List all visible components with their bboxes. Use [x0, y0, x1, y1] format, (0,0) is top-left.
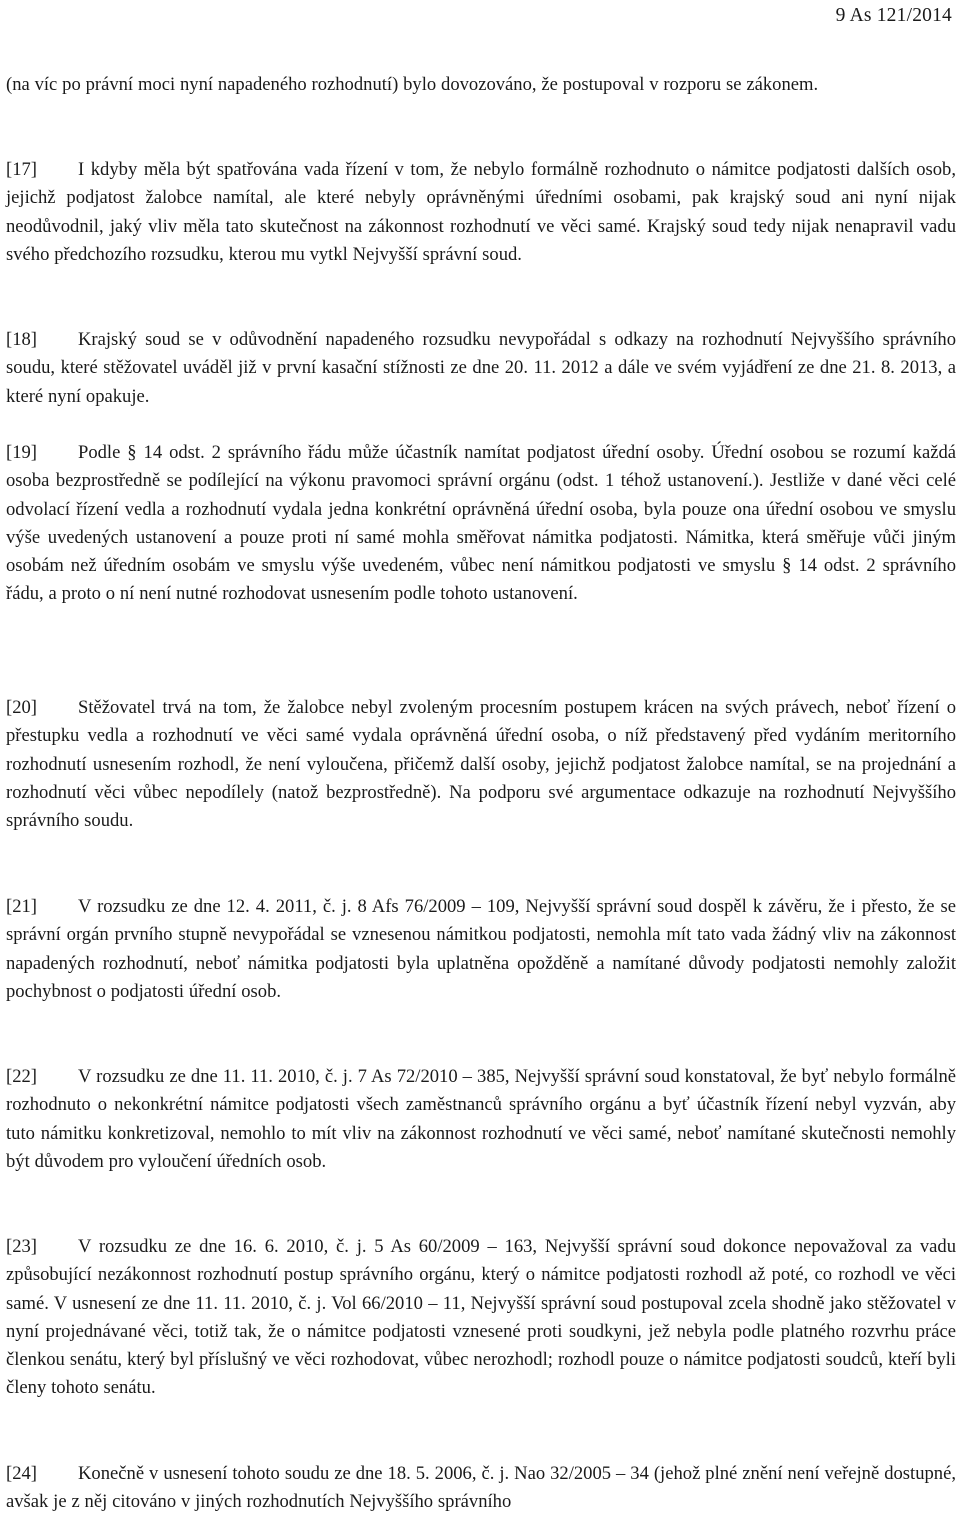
paragraph-text: (na víc po právní moci nyní napadeného rozhodnutí) bylo dovozováno, že postupoval v rozporu se zákonem.: [6, 74, 819, 95]
document-page: [6, 0, 956, 1520]
paragraph-number: [24]: [6, 1463, 37, 1484]
paragraph-19: [6, 439, 956, 609]
paragraph-text: Konečně v usnesení tohoto soudu ze dne 18. 5. 2006, č. j. Nao 32/2005 – 34 (jehož plné znění není veřejně dostupné, avšak je z něj citováno v jiných rozhodnutích Nejvyššího správního: [6, 1463, 956, 1513]
paragraph-text: Krajský soud se v odůvodnění napadeného rozsudku nevypořádal s odkazy na rozhodnutí Nejvyššího správního soudu, které stěžovatel uváděl již v první kasační stížnosti ze dne 20. 11. 2012 a dále ve svém vyjádření ze dne 21. 8. 2013, a které nyní opakuje.: [6, 329, 956, 407]
paragraph-22: [6, 1063, 956, 1176]
paragraph-number: [23]: [6, 1236, 37, 1257]
paragraph-text: V rozsudku ze dne 11. 11. 2010, č. j. 7 As 72/2010 – 385, Nejvyšší správní soud konstatoval, že byť nebylo formálně rozhodnuto o nekonkrétní námitce podjatosti všech zaměstnanců správního orgánu a byť účastník řízení nebyl vyzván, aby tuto námitku konkretizoval, nemohlo to mít vliv na zákonnost rozhodnutí ve věci samé, neboť namítané skutečnosti nemohly být důvodem pro vyloučení úředních osob.: [6, 1066, 956, 1172]
paragraph-text: Stěžovatel trvá na tom, že žalobce nebyl zvoleným procesním postupem krácen na svých právech, neboť řízení o přestupku vedla a rozhodnutí ve věci samé vydala oprávněná úřední osoba, o níž představený před vydáním meritorního rozhodnutí usnesením rozhodl, že není vyloučena, přičemž další osoby, jejichž podjatost žalobce namítal, se na projednání a rozhodnutí věci vůbec nepodílely (natož bezprostředně). Na podporu své argumentace odkazuje na rozhodnutí Nejvyššího správního soudu.: [6, 697, 956, 832]
paragraph-23: [6, 1233, 956, 1403]
paragraph-text: V rozsudku ze dne 12. 4. 2011, č. j. 8 Afs 76/2009 – 109, Nejvyšší správní soud dospěl k závěru, že i přesto, že se správní orgán prvního stupně nevypořádal se vznesenou námitkou podjatosti, nemohla mít tato vada žádný vliv na zákonnost napadených rozhodnutí, neboť námitka podjatosti byla uplatněna opožděně a namítané důvody podjatosti nemohly založit pochybnost o podjatosti úřední osob.: [6, 896, 956, 1002]
paragraph-number: [18]: [6, 329, 37, 350]
paragraph-20: [6, 694, 956, 835]
paragraph-continuation: [6, 71, 956, 99]
paragraph-number: [17]: [6, 159, 37, 180]
paragraph-number: [22]: [6, 1066, 37, 1087]
paragraph-number: [19]: [6, 442, 37, 463]
paragraph-text: V rozsudku ze dne 16. 6. 2010, č. j. 5 As 60/2009 – 163, Nejvyšší správní soud dokonce nepovažoval za vadu způsobující nezákonnost rozhodnutí postup správního orgánu, který o námitce podjatosti rozhodl až poté, co rozhodl ve věci samé. V usnesení ze dne 11. 11. 2010, č. j. Vol 66/2010 – 11, Nejvyšší správní soud postupoval zcela shodně jako stěžovatel v nyní projednávané věci, totiž tak, že o námitce podjatosti vznesené proti soudkyni, jež nebyla podle platného rozvrhu práce členkou senátu, který byl příslušný ve věci rozhodovat, vůbec nerozhodl; rozhodl pouze o námitce podjatosti soudců, kteří byli členy tohoto senátu.: [6, 1236, 956, 1399]
paragraph-24: [6, 1460, 956, 1517]
paragraph-text: Podle § 14 odst. 2 správního řádu může účastník namítat podjatost úřední osoby. Úřední osobou se rozumí každá osoba bezprostředně se podílející na výkonu pravomoci správní orgánu (odst. 1 téhož ustanovení.). Jestliže v dané věci celé odvolací řízení vedla a rozhodnutí vydala jedna konkrétní oprávněná úřední osoba, byla pouze ona úřední osobou ve smyslu výše uvedených ustanovení a pouze proti ní samé mohla směřovat námitka podjatosti. Námitka, která směřuje vůči jiným osobám než úředním osobám ve smyslu výše uvedeném, vůbec není námitkou podjatosti ve smyslu § 14 odst. 2 správního řádu, a proto o ní není nutné rozhodovat usnesením podle tohoto ustanovení.: [6, 442, 956, 605]
paragraph-17: [6, 156, 956, 269]
case-number-header: 9 As 121/2014: [835, 5, 952, 26]
paragraph-text: I kdyby měla být spatřována vada řízení v tom, že nebylo formálně rozhodnuto o námitce podjatosti dalších osob, jejichž podjatost žalobce namítal, ale které nebyly oprávněnými úředními osobami, pak krajský soud ani nyní nijak neodůvodnil, jaký vliv měla tato skutečnost na zákonnost rozhodnutí ve věci samé. Krajský soud tedy nijak nenapravil vadu svého předchozího rozsudku, kterou mu vytkl Nejvyšší správní soud.: [6, 159, 956, 265]
paragraph-18: [6, 326, 956, 411]
paragraph-number: [20]: [6, 697, 37, 718]
paragraph-number: [21]: [6, 896, 37, 917]
paragraph-21: [6, 893, 956, 1006]
